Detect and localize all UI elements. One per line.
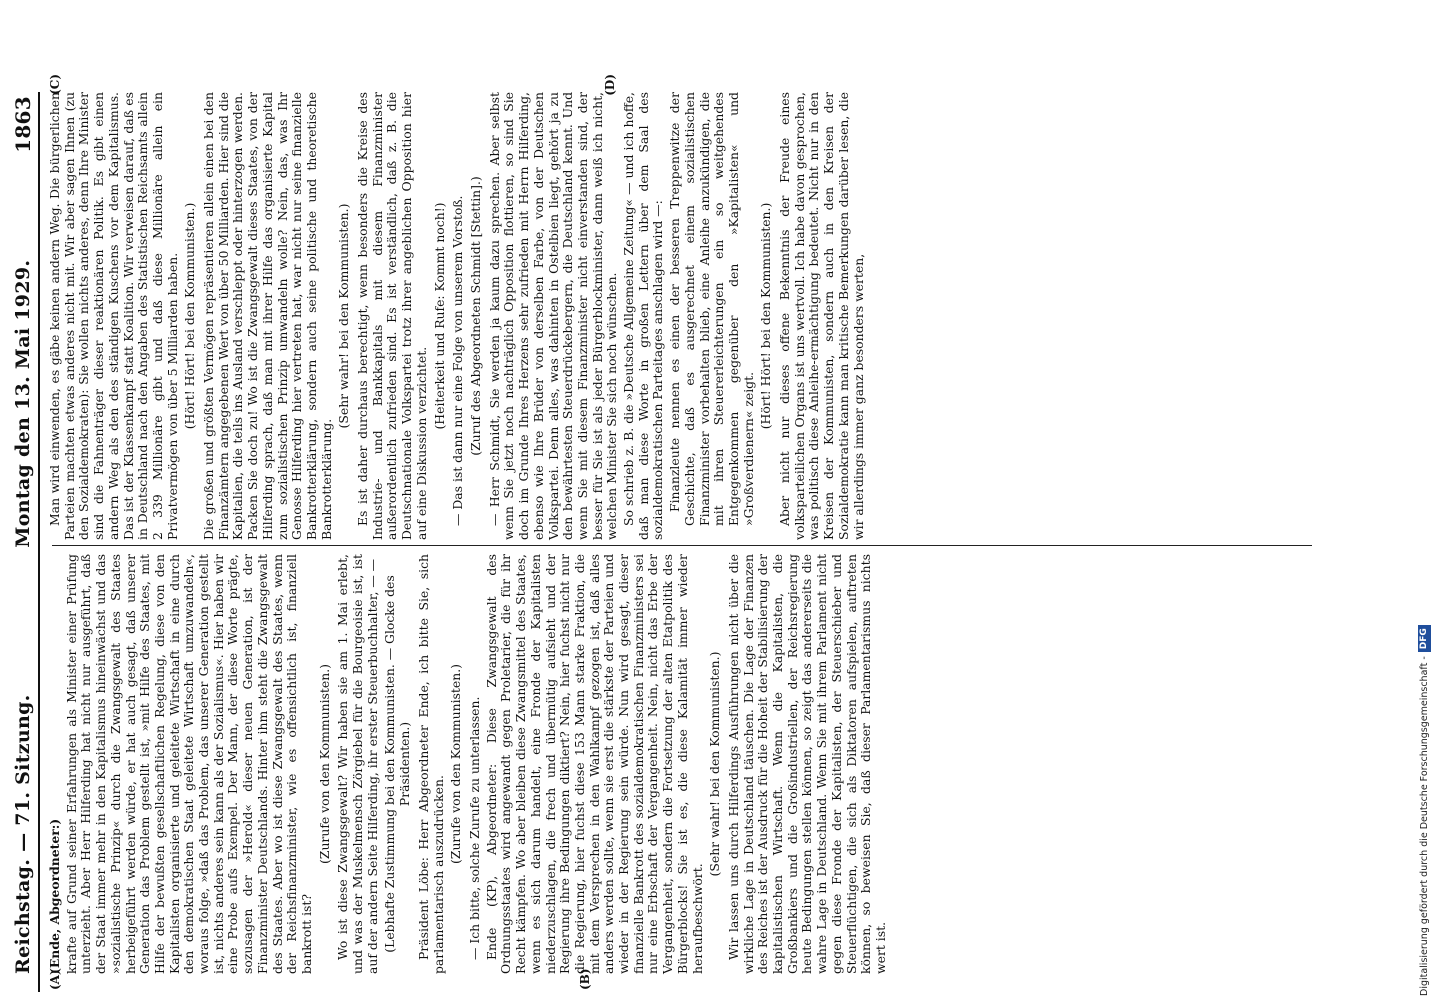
interjection: (Heiterkeit und Rufe: Kommt noch!) xyxy=(431,202,447,430)
speaker-line: (Ende, Abgeordneter:) xyxy=(47,818,62,974)
paragraph: Wir lassen uns durch Hilferdings Ausführungen nicht über die wirkliche Lage in Deutschland täuschen. Die Lage der Finanzen des Reiches ist der Ausdruck für die Hoheit der Stabilisierung der kapitalistischen Wirtschaft. Wenn die Kapitalisten, die Großbankiers und die Großindustriellen, der Reichsregierung heute Bedingungen stellen können, so zeigt das andererseits die wahre Lage in Deutschland. Wenn Sie mit ihrem Parlament nicht gegen diese Fronde der Kapitalisten, der Steuerschieber und Steuerflüchtigen, die sich als Diktatoren aufspielen, auftreten können, so beweisen Sie, daß dieser Parlamentarismus nichts wert ist. xyxy=(725,554,888,974)
paragraph: Es ist daher durchaus berechtigt, wenn besonders die Kreise des Industrie- und Bankkapitals mit diesem Finanzminister außerordentlich zufrieden sind. Es ist verständlich, daß z. B. die Deutschnationale Volkspartei trotz ihrer angeblichen Opposition hier auf eine Diskussion verzichtet. xyxy=(355,92,429,540)
margin-mark-c: (C) xyxy=(48,74,62,95)
interjection: (Zuruf des Abgeordneten Schmidt [Stettin].) xyxy=(467,176,483,456)
margin-mark-b: (B) xyxy=(578,968,592,990)
paragraph: — Das ist dann nur eine Folge von unserem Vorstoß. xyxy=(450,195,466,526)
interjection: (Zurufe von den Kommunisten.) xyxy=(316,664,332,864)
dfg-logo: DFG xyxy=(1418,625,1431,652)
speaker-paragraph: Ende (KP), Abgeordneter: Diese Zwangsgewalt des Ordnungsstaates wird angewandt gegen Proletarier, die für ihr Recht kämpfen. Wo aber bleiben diese Zwangsmittel des Staates, wenn es sich darum handelt, eine Fronde der Kapitalisten niederzuschlagen, die frech und übermütig aufsieht und der Regierung ihre Bedingungen diktiert? Nein, hier fuchst nicht nur die Regierung, hier fuchst diese 153 Mann starke Fraktion, die mit dem Versprechen in den Wahlkampf gezogen ist, daß alles anders werden sollte, wenn sie erst die stärkste der Parteien und wieder in der Regierung sein würde. Nun wird gesagt, dieser finanzielle Bankrott des sozialdemokratischen Finanzministers sei nur eine Erbschaft der Vergangenheit. Nein, nicht das Erbe der Vergangenheit, sondern die Fortsetzung der alten Etatpolitik des Bürgerblocks! Sie ist es, die diese Kalamität immer wieder heraufbeschwört. xyxy=(483,554,705,974)
paragraph: — Herr Schmidt, Sie werden ja kaum dazu sprechen. Aber selbst wenn Sie jetzt noch nachträglich Opposition flottieren, so sind Sie doch im Grunde Ihres Herzens sehr zufrieden mit Herrn Hilferding, ebenso wie Ihre Brüder von derselben Farbe, von der Deutschen Volkspartei. Denn alles, was dahinten in Ostelbien liegt, gehört ja zu den bewährtesten Steuerdrückebergern, die Deutschland kennt. Und wenn Sie mit diesem Finanzminister nicht einverstanden sind, der besser für Sie ist als jeder Bürgerblockminister, dann weiß ich nicht, welchen Minister Sie sich noch wünschen. xyxy=(486,92,620,540)
interjection: (Hört! Hört! bei den Kommunisten.) xyxy=(182,202,198,430)
margin-mark-d: (D) xyxy=(603,74,617,96)
interjection: (Sehr wahr! bei den Kommunisten.) xyxy=(707,651,723,877)
president-remark: Präsident Löbe: Herr Abgeordneter Ende, ich bitte Sie, sich parlamentarisch auszudrücken. xyxy=(415,554,446,974)
paragraph: Wo ist diese Zwangsgewalt? Wir haben sie am 1. Mai erlebt, und was der Muskelmensch Zörgiebel für die Bourgeoisie ist, ist auf der andern Seite Hilferding, ihr erster Steuerbuchhalter, — — xyxy=(335,554,380,974)
paragraph: — Ich bitte, solche Zurufe zu unterlassen. xyxy=(466,696,482,960)
interjection: (Zurufe von den Kommunisten.) xyxy=(448,664,464,864)
right-column xyxy=(47,74,1318,540)
margin-mark-a: (A) xyxy=(48,969,62,990)
page-number: 1863 xyxy=(11,96,35,153)
left-column xyxy=(47,554,1318,990)
header-session: Reichstag. — 71. Sitzung. xyxy=(12,694,34,974)
header-date: Montag den 13. Mai 1929. xyxy=(12,259,34,548)
interjection: (Hört! Hört! bei den Kommunisten.) xyxy=(758,202,774,430)
paragraph: krafte auf Grund seiner Erfahrungen als Minister einer Prüfung unterzieht. Aber Herr Hilferding hat nicht nur ausgeführt, daß der Staat immer mehr in den Kapitalismus hineinwächst und das »sozialistische Prinzip« durch die Zwangsgewalt des Staates herbeigeführt werden würde, er hat auch gesagt, daß unserer Generation das Problem gestellt ist, »mit Hilfe des Staates, mit Hilfe der bewußten gesellschaftlichen Regelung, diese von den Kapitalisten organisierte und geleitete Wirtschaft in eine durch den demokratischen Staat geleitete Wirtschaft umzuwandeln«, woraus folge, »daß das Problem, das unserer Generation gestellt ist, nichts anderes sein kann als der Sozialismus«. Hier haben wir eine Probe aufs Exempel. Der Mann, der diese Worte prägte, sozusagen der »Herold« dieser neuen Generation, ist der Finanzminister Deutschlands. Hinter ihm steht die Zwangsgewalt des Staates. Aber wo ist diese Zwangsgewalt des Staates, wenn der Reichsfinanzminister, wie es offensichtlich ist, finanziell bankrott ist? xyxy=(63,554,314,974)
column-divider xyxy=(52,545,1312,546)
rotated-page xyxy=(8,74,1318,992)
interjection: (Sehr wahr! bei den Kommunisten.) xyxy=(336,203,352,429)
interjection: (Lebhafte Zustimmung bei den Kommunisten. — Glocke des Präsidenten.) xyxy=(382,575,413,953)
paragraph: So schrieb z. B. die »Deutsche Allgemeine Zeitung« — und ich hoffe, daß man diese Worte in großen Lettern über dem Saal des sozialdemokratischen Parteitages anschlagen wird —: xyxy=(621,92,666,540)
credit-text: Digitalisierung gefördert durch die Deutsche Forschungsgemeinschaft - xyxy=(1418,656,1430,996)
digitization-credit xyxy=(1416,6,1432,996)
paragraph: Die großen und größten Vermögen repräsentieren allein einen bei den Finanzämtern angegebenen Wert von über 50 Milliarden. Hier sind die Kapitalien, die teils ins Ausland verschleppt oder hinterzogen werden. Packen Sie doch zu! Wo ist die Zwangsgewalt dieses Staates, von der Hilferding sprach, daß man mit ihrer Hilfe das organisierte Kapital zum sozialistischen Prinzip umwandeln wolle? Nein, das, was Ihr Genosse Hilferding hier vertreten hat, war nicht nur seine finanzielle Bankrotterklärung, sondern auch seine politische und theoretische Bankrotterklärung. xyxy=(201,92,334,540)
paragraph: Aber nicht nur dieses offene Bekenntnis der Freude eines volksparteilichen Organs ist uns wertvoll. Ich habe davon gesprochen, was politisch diese Anleihe-ermächtigung bedeutet. Nicht nur in den Kreisen der Kommunisten, sondern auch in den Kreisen der Sozialdemokratie kann man kritische Bemerkungen darüber lesen, die wir allerdings immer ganz besonders werten, xyxy=(777,92,866,540)
quotation: Finanzleute nennen es einen der besseren Treppenwitze der Geschichte, daß es ausgerechnet einem sozialistischen Finanzminister vorbehalten blieb, eine Anleihe anzukündigen, die mit ihren Steuererleichterungen ein so weitgehendes Entgegenkommen gegenüber den »Kapitalisten« und »Großverdienern« zeigt. xyxy=(667,92,756,526)
paragraph: Man wird einwenden, es gäbe keinen andern Weg. Die bürgerlichen Parteien machten etwas anderes nicht mit. Wir aber sagen Ihnen (zu den Sozialdemokraten): Sie wollen nichts anderes, denn Ihre Minister sind die Fahnenträger dieser reaktionären Politik. Es gibt einen andern Weg als den des ständigen Kuschens vor dem Kapitalismus. Das ist der Klassenkampf statt Koalition. Wir verweisen darauf, daß es in Deutschland nach den Angaben des Statistischen Reichsamts allein 2 339 Millionäre gibt und daß diese Millionäre allein ein Privatvermögen von über 5 Milliarden haben. xyxy=(47,92,180,540)
page-header xyxy=(8,92,40,992)
